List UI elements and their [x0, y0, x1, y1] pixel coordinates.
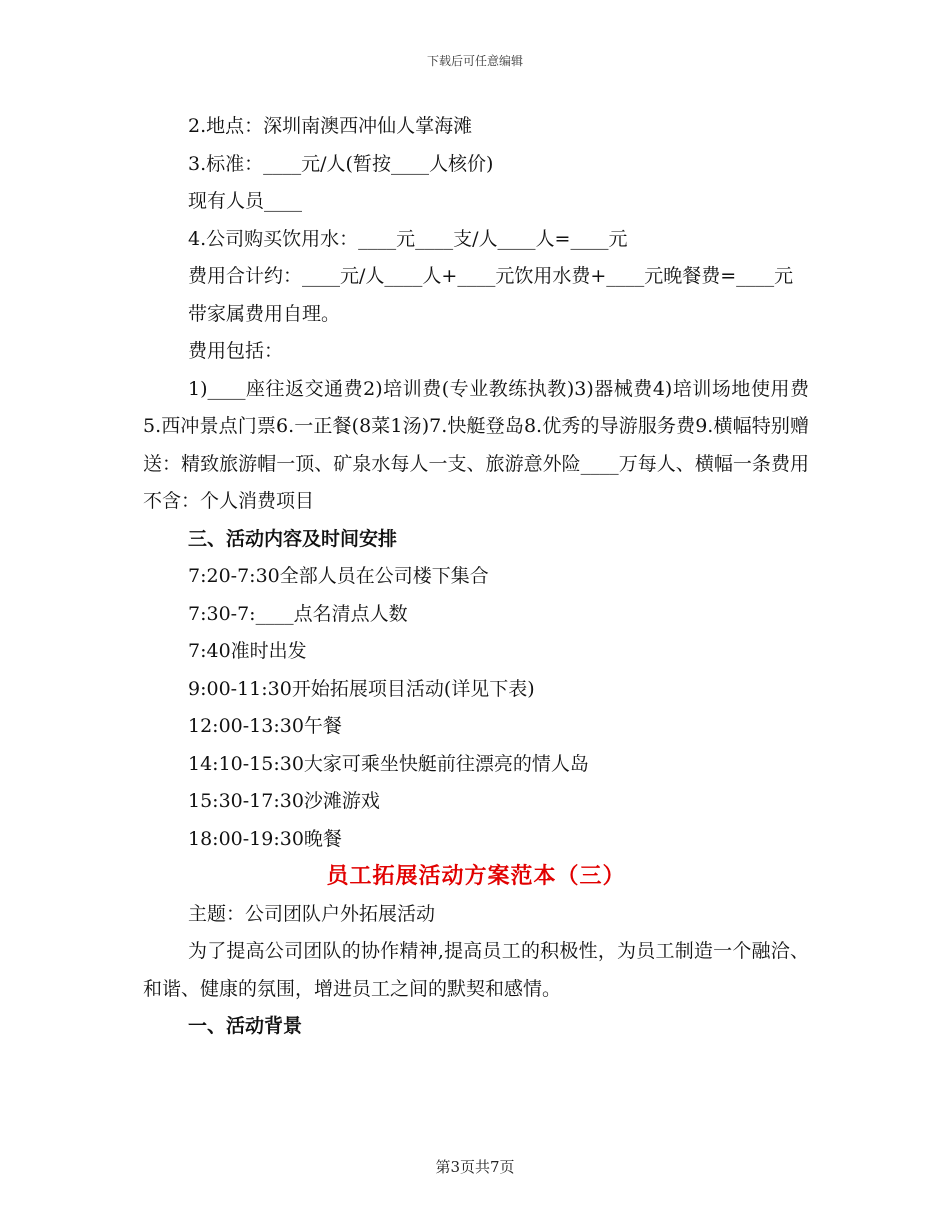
location-line: 2.地点：深圳南澳西冲仙人掌海滩	[188, 115, 473, 137]
schedule-item: 12:00-13:30午餐	[188, 715, 342, 737]
page-footer: 第3页共7页	[435, 1158, 515, 1176]
schedule-item: 14:10-15:30大家可乘坐快艇前往漂亮的情人岛	[188, 752, 589, 775]
schedule-item: 7:20-7:30全部人员在公司楼下集合	[188, 565, 489, 587]
cost-includes-list: 1)____座往返交通费2)培训费(专业教练执教)3)器械费4)培训场地使用费5.西冲景点门票6.一正餐(8菜1汤)7.快艇登岛8.优秀的导游服务费9.横幅特别赠送：精致旅游帽一顶、矿泉水每人一支、旅游意外险____万每人、横幅一条费用不含：个人消费项目	[143, 377, 809, 512]
total-cost-line: 费用合计约：____元/人____人+____元饮用水费+____元晚餐费=____元	[188, 265, 794, 287]
section-heading-1: 一、活动背景	[188, 1015, 303, 1037]
schedule-item: 7:40准时出发	[188, 640, 307, 662]
intro-paragraph: 为了提高公司团队的协作精神,提高员工的积极性，为员工制造一个融洽、和谐、健康的氛围，增进员工之间的默契和感情。	[143, 940, 809, 1000]
schedule-item: 15:30-17:30沙滩游戏	[188, 790, 380, 812]
water-cost-line: 4.公司购买饮用水：____元____支/人____人=____元	[188, 227, 628, 250]
schedule-item: 7:30-7:____点名清点人数	[188, 602, 408, 625]
document-title: 员工拓展活动方案范本（三）	[326, 863, 626, 889]
document-body	[143, 108, 809, 1046]
schedule-item: 18:00-19:30晚餐	[188, 827, 342, 850]
family-cost-line: 带家属费用自理。	[188, 302, 341, 325]
schedule-item: 9:00-11:30开始拓展项目活动(详见下表)	[188, 677, 535, 700]
standard-line: 3.标准：____元/人(暂按____人核价)	[188, 152, 494, 175]
section-heading-3: 三、活动内容及时间安排	[188, 527, 398, 550]
staff-count-line: 现有人员____	[188, 190, 303, 212]
page-header: 下载后可任意编辑	[426, 54, 523, 68]
theme-line: 主题：公司团队户外拓展活动	[188, 902, 436, 925]
cost-includes-label: 费用包括：	[188, 340, 284, 362]
